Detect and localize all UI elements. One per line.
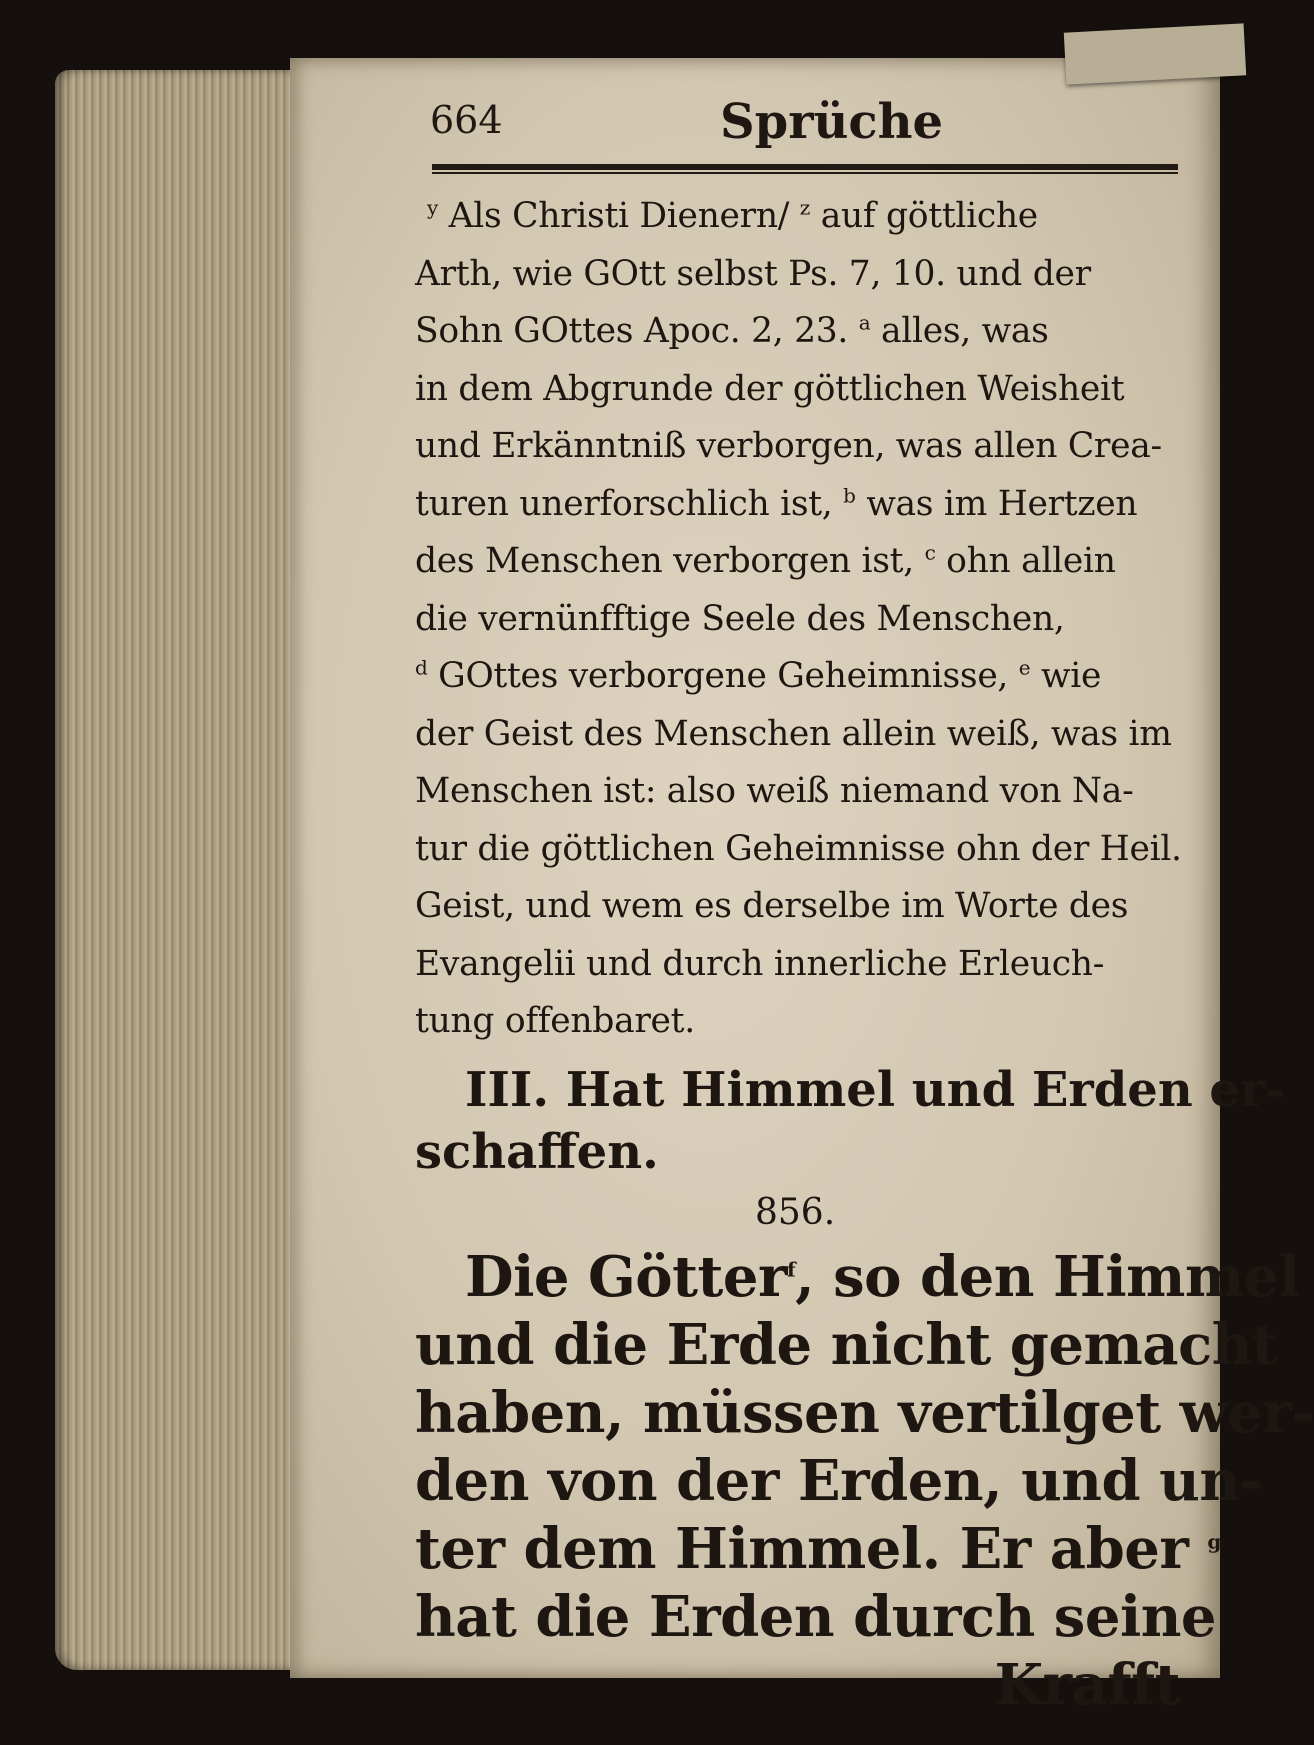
verse-line: Die Götter$^f$, so den Himmel <box>465 1243 1300 1310</box>
header-rule-thin <box>432 172 1178 174</box>
note-line: tung offenbaret. <box>415 1001 695 1041</box>
running-head: Sprüche <box>720 94 944 150</box>
page-number: 664 <box>430 98 503 142</box>
verse-text <box>415 1243 1314 1719</box>
verse-line: hat die Erden durch seine <box>415 1583 1217 1650</box>
verse-line: und die Erde nicht gemacht <box>415 1311 1278 1378</box>
note-line: Sohn GOttes Apoc. 2, 23. $^a$ alles, was <box>415 310 1049 351</box>
note-line: des Menschen verborgen ist, $^c$ ohn allein <box>415 540 1116 581</box>
note-line: Arth, wie GOtt selbst Ps. 7, 10. und der <box>415 253 1091 294</box>
verse-line: haben, müssen vertilget wer- <box>415 1379 1314 1446</box>
page-body <box>415 188 1314 1719</box>
verse-number: 856. <box>755 1191 836 1233</box>
page-corner <box>1064 23 1246 84</box>
header-rule <box>432 164 1178 170</box>
verse-line: ter dem Himmel. Er aber $^g$ <box>415 1515 1221 1582</box>
note-line: tur die göttlichen Geheimnisse ohn der Heil. <box>415 828 1182 869</box>
book-page-edges <box>55 70 325 1670</box>
note-line: Geist, und wem es derselbe im Worte des <box>415 886 1129 926</box>
section-heading-cont: schaffen. <box>415 1123 659 1180</box>
note-line: Menschen ist: also weiß niemand von Na- <box>415 771 1134 811</box>
note-line: die vernünfftige Seele des Menschen, <box>415 598 1065 639</box>
note-line: in dem Abgrunde der göttlichen Weisheit <box>415 368 1125 409</box>
note-line: turen unerforschlich ist, $^b$ was im Hertzen <box>415 483 1138 524</box>
commentary-notes <box>415 188 1180 1051</box>
catchword: Krafft <box>994 1651 1180 1718</box>
verse-line: den von der Erden, und un- <box>415 1447 1263 1514</box>
note-line: Evangelii und durch innerliche Erleuch- <box>415 943 1105 984</box>
section-heading: III. Hat Himmel und Erden er- <box>465 1061 1286 1118</box>
page-header <box>430 94 1170 158</box>
note-line: der Geist des Menschen allein weiß, was im <box>415 713 1172 754</box>
note-line: $^d$ GOttes verborgene Geheimnisse, $^e$ wie <box>415 655 1102 696</box>
note-line: und Erkänntniß verborgen, was allen Crea- <box>415 426 1162 466</box>
note-line: $^y$ Als Christi Dienern/ $^z$ auf göttliche <box>427 195 1038 236</box>
